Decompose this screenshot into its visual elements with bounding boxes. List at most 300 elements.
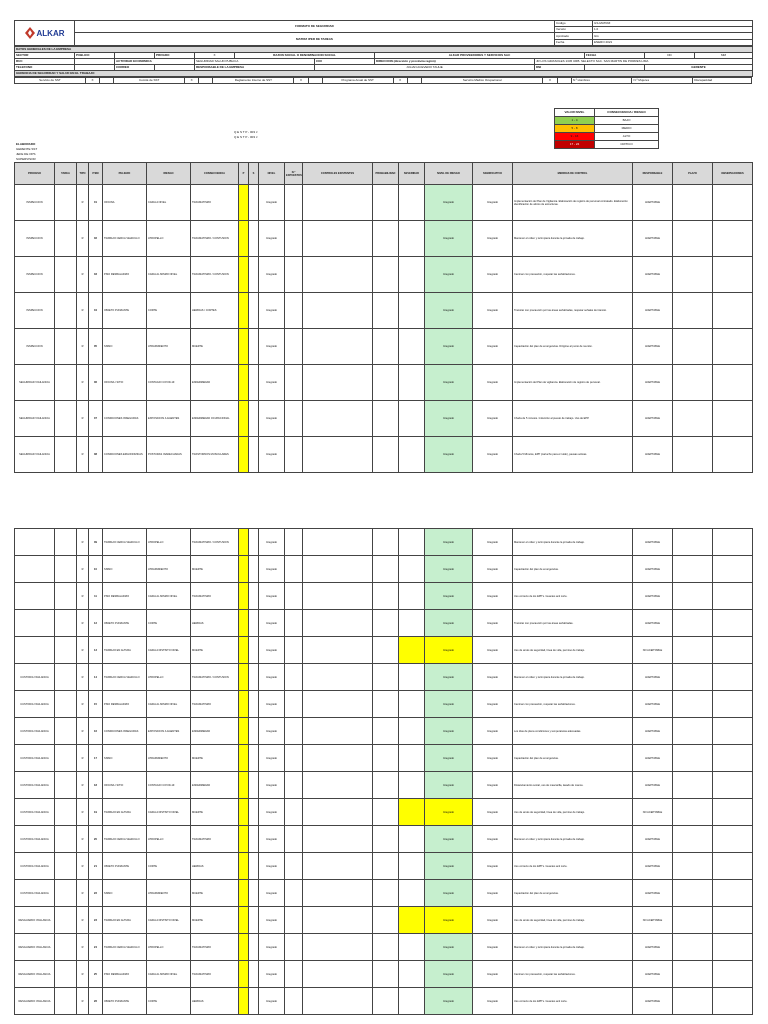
document-subtitle: MATRIZ IPER DE TAREAS	[75, 33, 555, 46]
row-controles	[303, 961, 373, 988]
medico-label: Servicio Médico Ocupacional	[421, 78, 542, 84]
row-controles	[303, 907, 373, 934]
row-responsable: ACEPTABLE	[633, 988, 673, 1015]
row-nivel: Integrado	[259, 610, 285, 637]
row-tarea	[55, 799, 77, 826]
row-expuestos	[285, 637, 303, 664]
row-item: 09	[89, 529, 103, 556]
memo-line-1: Q E S T P - 003 J	[234, 130, 258, 134]
row-p	[239, 934, 249, 961]
row-tipo: R	[77, 610, 89, 637]
row-probabilidad	[373, 907, 399, 934]
row-proceso: RESGUARDO VIGILANCIA	[15, 988, 55, 1015]
column-header: PROCESO	[15, 163, 55, 185]
row-severidad	[399, 437, 425, 473]
row-tipo: R	[77, 583, 89, 610]
row-significativo: Integrado	[473, 799, 513, 826]
row-responsable: ACEPTABLE	[633, 556, 673, 583]
row-medida: Uso correcto de los EPP's. Guantes anti corte.	[513, 583, 633, 610]
row-probabilidad	[373, 401, 399, 437]
row-nivel: Integrado	[259, 745, 285, 772]
column-header: SIGNIFICATIVO	[473, 163, 513, 185]
row-observaciones	[713, 934, 753, 961]
row-s	[249, 529, 259, 556]
row-tipo: R	[77, 221, 89, 257]
row-tipo: R	[77, 185, 89, 221]
row-item: 15	[89, 691, 103, 718]
row-nivel: Integrado	[259, 329, 285, 365]
prepared-block	[16, 142, 76, 162]
row-nivel: Integrado	[259, 257, 285, 293]
row-responsable: ACEPTABLE	[633, 664, 673, 691]
row-responsable: NO ACEPTABLE	[633, 907, 673, 934]
row-observaciones	[713, 401, 753, 437]
row-proceso	[15, 529, 55, 556]
row-consecuencia: TRAUMATISMO	[191, 826, 239, 853]
row-observaciones	[713, 826, 753, 853]
row-consecuencia: HERIDAS	[191, 988, 239, 1015]
row-peligro: TRABAJO EN ALTURA	[103, 799, 147, 826]
row-significativo: Integrado	[473, 529, 513, 556]
prepared-item: JEFE DE OPS	[16, 152, 36, 156]
row-tarea	[55, 610, 77, 637]
row-probabilidad	[373, 799, 399, 826]
row-p	[239, 880, 249, 907]
matrix-row	[15, 610, 753, 637]
row-nivel-riesgo: Integrado	[425, 401, 473, 437]
row-proceso: INSPECCION	[15, 185, 55, 221]
dd-label: DD	[645, 53, 695, 59]
row-peligro: TRABAJO CERCA VEHICULO	[103, 664, 147, 691]
row-tipo: R	[77, 826, 89, 853]
row-controles	[303, 745, 373, 772]
row-plazo	[673, 437, 713, 473]
row-tipo: R	[77, 257, 89, 293]
row-consecuencia: ENFERMEDAD	[191, 772, 239, 799]
row-tipo: R	[77, 961, 89, 988]
row-medida: Charla 5 Minutos, EPP (cartucho para el ruido), pausas activas.	[513, 437, 633, 473]
matrix-row	[15, 637, 753, 664]
fecha-label: FECHA	[585, 53, 645, 59]
row-tarea	[55, 961, 77, 988]
matrix-row	[15, 853, 753, 880]
row-tarea	[55, 691, 77, 718]
row-significativo: Integrado	[473, 610, 513, 637]
row-nivel: Integrado	[259, 293, 285, 329]
row-p	[239, 718, 249, 745]
matrix-row	[15, 718, 753, 745]
row-tipo: R	[77, 637, 89, 664]
row-expuestos	[285, 529, 303, 556]
row-riesgo: CORTE	[147, 853, 191, 880]
matrix-row	[15, 365, 753, 401]
mm-label: MM	[695, 53, 753, 59]
razon-label: RAZON SOCIAL O DENOMINACION SOCIAL	[235, 53, 375, 59]
row-p	[239, 637, 249, 664]
row-responsable: ACEPTABLE	[633, 185, 673, 221]
row-p	[239, 221, 249, 257]
row-nivel-riesgo: Integrado	[425, 185, 473, 221]
row-riesgo: CORTE	[147, 610, 191, 637]
row-severidad	[399, 529, 425, 556]
row-riesgo: ATROPELLO	[147, 934, 191, 961]
row-expuestos	[285, 745, 303, 772]
row-probabilidad	[373, 853, 399, 880]
row-s	[249, 185, 259, 221]
row-proceso: SEGURIDAD VIGILANCIA	[15, 401, 55, 437]
row-s	[249, 745, 259, 772]
row-s	[249, 221, 259, 257]
row-observaciones	[713, 853, 753, 880]
row-controles	[303, 718, 373, 745]
row-controles	[303, 529, 373, 556]
row-item: 21	[89, 853, 103, 880]
row-s	[249, 934, 259, 961]
row-peligro: TRABAJO EN ALTURA	[103, 907, 147, 934]
matrix-row	[15, 934, 753, 961]
row-responsable: ACEPTABLE	[633, 257, 673, 293]
row-consecuencia: MUERTE	[191, 907, 239, 934]
row-controles	[303, 221, 373, 257]
row-nivel: Integrado	[259, 583, 285, 610]
row-nivel: Integrado	[259, 556, 285, 583]
row-p	[239, 556, 249, 583]
row-item: 07	[89, 401, 103, 437]
row-expuestos	[285, 610, 303, 637]
row-significativo: Integrado	[473, 293, 513, 329]
row-consecuencia: HERIDAS	[191, 853, 239, 880]
row-nivel: Integrado	[259, 772, 285, 799]
row-tipo: R	[77, 880, 89, 907]
row-severidad	[399, 691, 425, 718]
row-nivel-riesgo: Integrado	[425, 772, 473, 799]
sheet-page-1	[14, 20, 752, 478]
row-proceso: CUSTODIA VIGILANCIA	[15, 826, 55, 853]
row-item: 06	[89, 365, 103, 401]
row-peligro: TRABAJO CERCA VEHICULO	[103, 529, 147, 556]
row-expuestos	[285, 799, 303, 826]
row-medida: Transitar con precaución por las áreas señalizadas, respetar señales de tránsito.	[513, 293, 633, 329]
approved-label: Aprobado	[555, 33, 593, 40]
row-controles	[303, 637, 373, 664]
row-p	[239, 437, 249, 473]
row-p	[239, 610, 249, 637]
row-significativo: Integrado	[473, 556, 513, 583]
row-probabilidad	[373, 365, 399, 401]
row-probabilidad	[373, 610, 399, 637]
row-nivel: Integrado	[259, 664, 285, 691]
row-observaciones	[713, 745, 753, 772]
matrix-row	[15, 583, 753, 610]
row-proceso: RESGUARDO VIGILANCIA	[15, 961, 55, 988]
row-medida: Distanciamiento social, uso de mascarilla, lavado de manos.	[513, 772, 633, 799]
row-tipo: R	[77, 329, 89, 365]
row-severidad	[399, 583, 425, 610]
row-proceso: RESGUARDO VIGILANCIA	[15, 907, 55, 934]
row-probabilidad	[373, 257, 399, 293]
row-item: 20	[89, 826, 103, 853]
row-responsable: ACEPTABLE	[633, 853, 673, 880]
column-header: ITEM	[89, 163, 103, 185]
row-responsable: ACEPTABLE	[633, 718, 673, 745]
row-p	[239, 988, 249, 1015]
row-medida: Mantener el orden y la limpieza durante la jornada de trabajo.	[513, 221, 633, 257]
row-responsable: ACEPTABLE	[633, 934, 673, 961]
row-responsable: ACEPTABLE	[633, 880, 673, 907]
row-controles	[303, 437, 373, 473]
row-consecuencia: TRAUMATISMO / CONTUSION	[191, 664, 239, 691]
row-medida: Implementación de Plan de Vigilancia. Elaboración de registro de personal contratado. Elaboración identificación de aforos de estructuras.	[513, 185, 633, 221]
row-peligro: TRABAJO CERCA VEHICULO	[103, 221, 147, 257]
row-plazo	[673, 293, 713, 329]
row-consecuencia: TRAUMATISMO	[191, 961, 239, 988]
row-s	[249, 610, 259, 637]
row-expuestos	[285, 880, 303, 907]
row-s	[249, 961, 259, 988]
row-observaciones	[713, 718, 753, 745]
memo-line-2: Q E S T P - 003 J	[234, 135, 258, 139]
matrix-row	[15, 826, 753, 853]
row-medida: Mantener el orden y la limpieza durante la jornada de trabajo.	[513, 529, 633, 556]
matrix-rows-page-2	[14, 528, 753, 1015]
document-title: FORMATO DE SEGURIDAD	[75, 21, 555, 33]
row-significativo: Integrado	[473, 221, 513, 257]
row-peligro: PISO RESBALADIZO	[103, 961, 147, 988]
row-controles	[303, 664, 373, 691]
row-controles	[303, 691, 373, 718]
row-significativo: Integrado	[473, 907, 513, 934]
row-significativo: Integrado	[473, 664, 513, 691]
row-peligro: TRABAJO CERCA VEHICULO	[103, 934, 147, 961]
code-value: GS-MATRIZ	[593, 21, 753, 27]
row-controles	[303, 401, 373, 437]
row-riesgo: CONTAGIO COVID-19	[147, 365, 191, 401]
row-severidad	[399, 185, 425, 221]
row-proceso	[15, 637, 55, 664]
row-responsable: ACEPTABLE	[633, 610, 673, 637]
row-proceso: CUSTODIA VIGILANCIA	[15, 772, 55, 799]
row-riesgo: ATROPELLO	[147, 529, 191, 556]
row-tarea	[55, 401, 77, 437]
row-s	[249, 293, 259, 329]
row-tipo: R	[77, 691, 89, 718]
matrix-row	[15, 329, 753, 365]
row-tarea	[55, 437, 77, 473]
row-consecuencia: HERIDAS / CORTES	[191, 293, 239, 329]
row-plazo	[673, 556, 713, 583]
column-header: CONTROLES EXISTENTES	[303, 163, 373, 185]
row-expuestos	[285, 293, 303, 329]
row-plazo	[673, 637, 713, 664]
matrix-row	[15, 664, 753, 691]
row-tarea	[55, 772, 77, 799]
row-s	[249, 718, 259, 745]
row-tarea	[55, 556, 77, 583]
row-p	[239, 853, 249, 880]
row-nivel-riesgo: Integrado	[425, 293, 473, 329]
row-p	[239, 257, 249, 293]
reglamento-label: Reglamento Interno de SST	[213, 78, 294, 84]
direccion-value: JR LOS GIRASOLES 1345 URB. SELECTO SAC. SAN MARTIN DE PORRES LIMA	[535, 59, 753, 65]
row-probabilidad	[373, 221, 399, 257]
row-riesgo: ATROPELLO	[147, 826, 191, 853]
row-medida: Los días de plena condiciones y temperaturas adecuadas.	[513, 718, 633, 745]
row-responsable: ACEPTABLE	[633, 221, 673, 257]
row-peligro: OBJETO PUNZANTE	[103, 293, 147, 329]
row-consecuencia: MUERTE	[191, 556, 239, 583]
row-probabilidad	[373, 691, 399, 718]
legend-range-critico: 17 - 24	[555, 141, 595, 149]
row-item: 04	[89, 293, 103, 329]
correo-label: CORREO	[115, 65, 155, 71]
row-medida: Capacitación del plan de emergencias. Dirigirse al punto de reunión.	[513, 329, 633, 365]
matrix-row	[15, 961, 753, 988]
header-table	[14, 20, 753, 46]
row-expuestos	[285, 826, 303, 853]
row-medida: Uso correcto de los EPP's. Guantes anti corte.	[513, 988, 633, 1015]
row-expuestos	[285, 365, 303, 401]
comite-si: X	[185, 78, 199, 84]
general-section-title: DATOS GENERALES DE LA EMPRESA	[15, 47, 753, 53]
row-plazo	[673, 745, 713, 772]
row-peligro: OBJETO PUNZANTE	[103, 988, 147, 1015]
row-significativo: Integrado	[473, 185, 513, 221]
row-medida: Capacitación del plan de emergencias.	[513, 556, 633, 583]
row-observaciones	[713, 529, 753, 556]
row-nivel-riesgo: Integrado	[425, 907, 473, 934]
row-nivel: Integrado	[259, 691, 285, 718]
row-severidad	[399, 880, 425, 907]
row-significativo: Integrado	[473, 718, 513, 745]
row-significativo: Integrado	[473, 401, 513, 437]
row-plazo	[673, 961, 713, 988]
row-responsable: ACEPTABLE	[633, 772, 673, 799]
row-observaciones	[713, 880, 753, 907]
row-severidad	[399, 772, 425, 799]
sst-table	[14, 77, 752, 84]
row-nivel: Integrado	[259, 401, 285, 437]
row-expuestos	[285, 907, 303, 934]
row-tarea	[55, 718, 77, 745]
row-riesgo: EXPOSICION A AGENTES	[147, 718, 191, 745]
mujeres-label: N.º Mujeres	[632, 78, 693, 84]
matrix-row	[15, 799, 753, 826]
row-responsable: NO ACEPTABLE	[633, 637, 673, 664]
row-tipo: R	[77, 664, 89, 691]
row-severidad	[399, 664, 425, 691]
row-nivel-riesgo: Integrado	[425, 988, 473, 1015]
column-header: NIVEL	[259, 163, 285, 185]
row-responsable: ACEPTABLE	[633, 529, 673, 556]
row-plazo	[673, 257, 713, 293]
version-value: 1.0	[593, 27, 753, 33]
row-nivel-riesgo: Integrado	[425, 329, 473, 365]
row-p	[239, 365, 249, 401]
company-name: ALKAR	[36, 28, 65, 38]
row-proceso: CUSTODIA VIGILANCIA	[15, 691, 55, 718]
row-consecuencia: MUERTE	[191, 637, 239, 664]
row-riesgo: CAIDA A DISTINTO NIVEL	[147, 907, 191, 934]
row-nivel: Integrado	[259, 988, 285, 1015]
dni-label: DNI	[535, 65, 585, 71]
row-riesgo: ATRAPAMIENTO	[147, 556, 191, 583]
row-p	[239, 907, 249, 934]
row-expuestos	[285, 934, 303, 961]
row-expuestos	[285, 961, 303, 988]
row-plazo	[673, 934, 713, 961]
column-header: TAREA	[55, 163, 77, 185]
company-logo	[15, 21, 75, 46]
medico-si: X	[543, 78, 557, 84]
row-probabilidad	[373, 583, 399, 610]
row-consecuencia: ENFERMEDAD	[191, 718, 239, 745]
row-severidad	[399, 365, 425, 401]
row-s	[249, 799, 259, 826]
reglamento-si: X	[294, 78, 308, 84]
matrix-row	[15, 401, 753, 437]
row-nivel-riesgo: Integrado	[425, 556, 473, 583]
matrix-row	[15, 880, 753, 907]
approved-value: GG	[593, 33, 753, 40]
row-riesgo: CORTE	[147, 293, 191, 329]
row-s	[249, 257, 259, 293]
row-peligro: TRABAJO EN ALTURA	[103, 637, 147, 664]
row-tipo: R	[77, 745, 89, 772]
row-riesgo: CAIDA AL MISMO NIVEL	[147, 961, 191, 988]
row-item: 01	[89, 185, 103, 221]
row-item: 02	[89, 221, 103, 257]
row-p	[239, 329, 249, 365]
prepared-item: GERENTE SST	[16, 147, 38, 151]
legend-range-bajo: 1 - 4	[555, 117, 595, 125]
razon-value: ALKAR PROVEEDORES Y SERVICIOS SAC	[375, 53, 585, 59]
comite-label: Comité de SST	[114, 78, 185, 84]
row-peligro: PISO RESBALADIZO	[103, 691, 147, 718]
row-peligro: OBJETO PUNZANTE	[103, 853, 147, 880]
row-riesgo: ATRAPAMIENTO	[147, 880, 191, 907]
row-p	[239, 664, 249, 691]
code-label: Código	[555, 21, 593, 27]
row-significativo: Integrado	[473, 880, 513, 907]
row-peligro: SISMO	[103, 556, 147, 583]
row-observaciones	[713, 691, 753, 718]
row-nivel: Integrado	[259, 853, 285, 880]
row-severidad	[399, 988, 425, 1015]
row-proceso: CUSTODIA VIGILANCIA	[15, 718, 55, 745]
row-responsable: ACEPTABLE	[633, 826, 673, 853]
row-tipo: R	[77, 853, 89, 880]
row-severidad	[399, 745, 425, 772]
row-proceso	[15, 556, 55, 583]
row-riesgo: CAIDA AL MISMO NIVEL	[147, 583, 191, 610]
row-proceso: SEGURIDAD VIGILANCIA	[15, 437, 55, 473]
row-nivel-riesgo: Integrado	[425, 221, 473, 257]
row-proceso: INSPECCION	[15, 329, 55, 365]
row-proceso: CUSTODIA VIGILANCIA	[15, 853, 55, 880]
sst-si: X	[85, 78, 99, 84]
row-nivel: Integrado	[259, 437, 285, 473]
row-observaciones	[713, 988, 753, 1015]
row-tarea	[55, 329, 77, 365]
row-peligro: OFICINA / SITIO	[103, 772, 147, 799]
row-expuestos	[285, 257, 303, 293]
row-severidad	[399, 826, 425, 853]
row-medida: Implementación del Plan de vigilancia. Elaboración de registro de personal.	[513, 365, 633, 401]
row-probabilidad	[373, 961, 399, 988]
row-nivel-riesgo: Integrado	[425, 853, 473, 880]
row-peligro: CONDICIONES INSEGURAS	[103, 718, 147, 745]
row-probabilidad	[373, 556, 399, 583]
